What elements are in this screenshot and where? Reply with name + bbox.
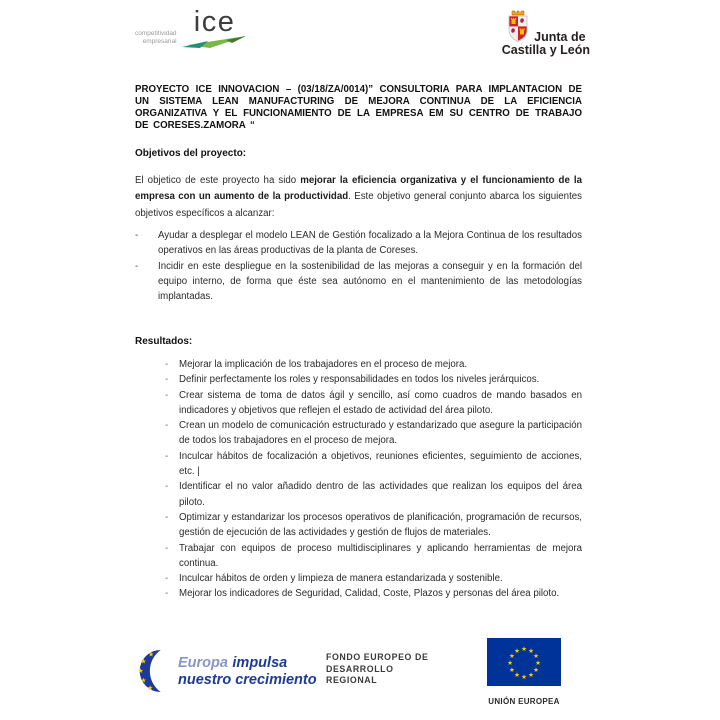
bullet-dash: - xyxy=(135,260,139,272)
impulsa-word: impulsa xyxy=(232,655,288,671)
svg-text:★: ★ xyxy=(137,667,144,675)
svg-text:★: ★ xyxy=(140,677,147,685)
svg-text:★: ★ xyxy=(514,672,520,680)
intro-text-2: . Este objetivo general conjunto abarca los siguientes objetivos específicos a alcanzar: xyxy=(135,191,582,220)
bullet-dash: - xyxy=(135,230,139,241)
eu-flag-icon xyxy=(487,638,561,686)
bullet-dash: - xyxy=(165,511,169,523)
list-item xyxy=(165,541,582,572)
list-item-text: Ayudar a desplegar el modelo LEAN de Gestión focalizado a la Mejora Continua de los resultados operativos en las áreas productivas de la planta de Coreses. xyxy=(158,230,582,257)
list-item-text: Optimizar y estandarizar los procesos operativos de planificación, programación de recursos, gestión de ejecución de las actividades y gestión de flujos de materiales. xyxy=(179,511,582,539)
svg-text:★: ★ xyxy=(528,647,534,655)
svg-text:★: ★ xyxy=(521,674,527,681)
junta-coat-of-arms-icon xyxy=(506,10,530,44)
list-item-text: Mejorar los indicadores de Seguridad, Calidad, Coste, Plazos y personas del área piloto. xyxy=(179,588,560,600)
svg-text:★: ★ xyxy=(140,658,147,666)
list-item-text: Inculcar hábitos de focalización a objetivos, reuniones eficientes, seguimiento de acciones, etc. | xyxy=(179,450,582,478)
bullet-dash: - xyxy=(165,389,169,401)
eu-flag-caption: UNIÓN EUROPEA xyxy=(488,697,560,706)
svg-text:★: ★ xyxy=(147,685,154,693)
junta-logo xyxy=(502,10,590,57)
ice-tagline-line1: competitividad xyxy=(135,30,177,37)
list-item-text: Inculcar hábitos de orden y limpieza de manera estandarizada y sostenible. xyxy=(179,573,503,585)
europa-impulsa-logo xyxy=(132,646,317,696)
eu-flag-block xyxy=(486,638,562,706)
svg-text:★: ★ xyxy=(508,653,515,660)
list-item xyxy=(135,228,582,259)
ice-wordmark xyxy=(182,6,248,49)
svg-text:★: ★ xyxy=(535,660,541,667)
list-item xyxy=(135,259,582,305)
junta-logo-line2: Castilla y León xyxy=(501,43,590,57)
bullet-dash: - xyxy=(165,481,169,493)
list-item-text: Mejorar la implicación de los trabajadores en el proceso de mejora. xyxy=(179,359,468,370)
svg-text:★: ★ xyxy=(528,672,534,680)
ice-logo xyxy=(135,6,248,49)
junta-logo-top xyxy=(506,10,585,44)
svg-text:★: ★ xyxy=(508,667,515,674)
svg-text:★: ★ xyxy=(533,667,540,674)
svg-text:★: ★ xyxy=(514,647,520,655)
header xyxy=(135,6,590,57)
ice-word: ice xyxy=(193,6,236,38)
list-item-text: Crear sistema de toma de datos ágil y sencillo, así como cuadros de mando basados en indicadores y objetivos que reflejen el estado de actividad del área piloto. xyxy=(179,389,582,416)
bullet-dash: - xyxy=(165,359,169,370)
intro-text-1: El objetico de este proyecto ha sido xyxy=(135,174,301,186)
bullet-dash: - xyxy=(165,588,169,600)
bullet-dash: - xyxy=(165,374,169,386)
bullet-dash: - xyxy=(165,542,169,554)
junta-logo-line1: Junta de xyxy=(534,30,586,44)
svg-text:★: ★ xyxy=(521,646,527,653)
list-item-text: Crean un modelo de comunicación estructurado y estandarizado que asegure la participación de todos los trabajadores en el proceso de mejora. xyxy=(179,420,582,447)
list-item xyxy=(165,586,582,601)
feder-line1: FONDO EUROPEO DE xyxy=(326,652,429,662)
resultados-heading: Resultados: xyxy=(135,336,193,347)
europa-logo-text xyxy=(178,654,317,696)
list-item xyxy=(165,372,582,387)
objetivos-intro-paragraph xyxy=(135,173,582,223)
list-item xyxy=(165,510,582,541)
list-item-text: Identificar el no valor añadido dentro de las actividades que realizan los equipos del área piloto. xyxy=(179,481,582,508)
list-item xyxy=(165,418,582,449)
ice-tagline xyxy=(135,30,177,45)
svg-text:★: ★ xyxy=(533,653,540,660)
bullet-dash: - xyxy=(165,420,169,432)
bullet-dash: - xyxy=(165,450,169,462)
europa-word: Europa xyxy=(178,655,228,671)
svg-text:★: ★ xyxy=(148,651,155,659)
list-item xyxy=(165,479,582,510)
list-item xyxy=(165,449,582,480)
document-title: PROYECTO ICE INNOVACION – (03/18/ZA/0014)” CONSULTORIA PARA IMPLANTACION DE UN SISTEMA LEAN MANUFACTURING DE MEJORA CONTINUA DE LA EFICIENCIA ORGANIZATIVA Y EL FUNCIONAMIENTO DE LA EMPRESA EM SU CENTRO DE TRABAJO DE CORESES.ZAMORA “ xyxy=(135,83,582,132)
list-item-text: Incidir en este despliegue en la sostenibilidad de las mejoras a conseguir y en la formación del equipo interno, de forma que éste sea autónomo en el mantenimiento de las metodologías implantadas. xyxy=(158,260,582,303)
bullet-dash: - xyxy=(165,573,169,585)
list-item xyxy=(165,571,582,586)
intro-text-bold: mejorar la eficiencia organizativa y el funcionamiento de la empresa con un aumento de la productividad xyxy=(135,174,582,203)
objetivos-list xyxy=(135,228,582,304)
feder-label xyxy=(326,652,428,687)
svg-text:★: ★ xyxy=(507,660,513,667)
feder-line3: REGIONAL xyxy=(326,675,378,685)
list-item-text: Trabajar con equipos de proceso multidisciplinares y aplicando herramientas de mejora continua. xyxy=(179,542,582,569)
europa-logo-line2: nuestro crecimiento xyxy=(178,672,317,688)
ice-swoosh-icon xyxy=(182,35,248,49)
list-item-text: Definir perfectamente los roles y responsabilidades en todos los niveles jerárquicos. xyxy=(179,374,540,386)
resultados-list xyxy=(165,357,582,602)
list-item xyxy=(165,388,582,419)
europa-crescent-icon xyxy=(132,646,176,696)
ice-tagline-line2: empresarial xyxy=(142,37,177,45)
feder-line2: DESARROLLO xyxy=(326,663,394,674)
footer xyxy=(0,638,720,718)
objetivos-heading: Objetivos del proyecto: xyxy=(135,148,247,159)
list-item xyxy=(165,357,582,372)
